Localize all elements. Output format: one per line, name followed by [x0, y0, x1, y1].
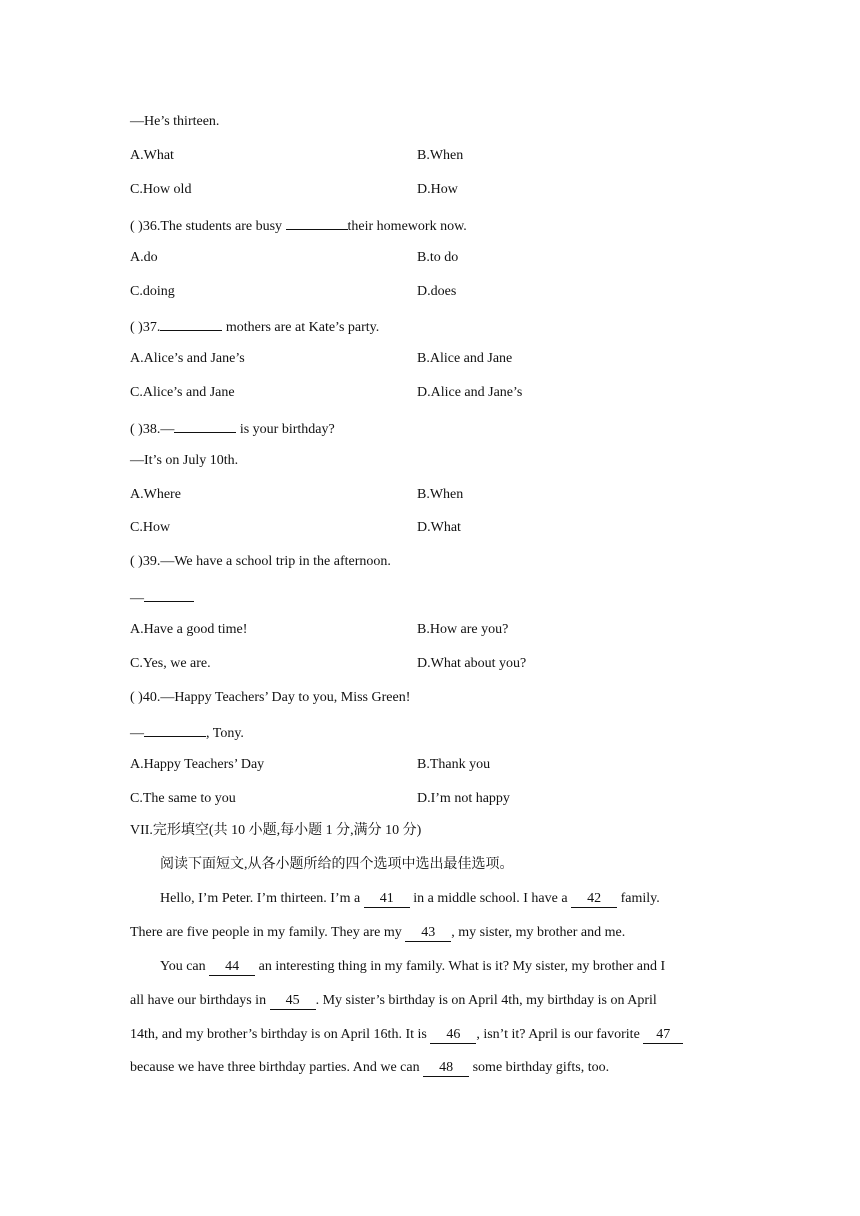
blank-45: 45 — [270, 993, 316, 1010]
q36-stem-end: their homework now. — [347, 219, 467, 234]
q38-stem-start: ( )38.— — [130, 422, 175, 437]
q40-option-c: C.The same to you — [130, 791, 236, 806]
passage-line-4 — [130, 992, 740, 1010]
q35-option-c: C.How old — [130, 182, 192, 197]
q38-blank — [174, 418, 236, 433]
q40-answer-end: , Tony. — [206, 726, 244, 741]
q39-dash: — — [130, 591, 144, 606]
passage-text: , my sister, my brother and me. — [451, 925, 626, 940]
q39-blank — [144, 587, 194, 602]
blank-48: 48 — [423, 1060, 469, 1077]
q39-option-c: C.Yes, we are. — [130, 656, 211, 671]
q35-answer-line: —He’s thirteen. — [130, 114, 220, 129]
q38-stem-end: is your birthday? — [236, 422, 335, 437]
q36-option-b: B.to do — [417, 250, 459, 265]
passage-text: because we have three birthday parties. And we can — [130, 1060, 424, 1075]
blank-46: 46 — [430, 1027, 476, 1044]
q36-option-a: A.do — [130, 250, 158, 265]
blank-44: 44 — [209, 959, 255, 976]
passage-line-6 — [130, 1059, 740, 1077]
q37-option-d: D.Alice and Jane’s — [417, 385, 523, 400]
q35-option-d: D.How — [417, 182, 458, 197]
passage-text: There are five people in my family. They are my — [130, 925, 406, 940]
q36-stem — [130, 215, 467, 236]
passage-text: . My sister’s birthday is on April 4th, my birthday is on April — [315, 993, 657, 1008]
q39-stem: ( )39.—We have a school trip in the afternoon. — [130, 554, 391, 569]
q38-option-d: D.What — [417, 520, 461, 535]
q35-option-a: A.What — [130, 148, 174, 163]
q40-stem: ( )40.—Happy Teachers’ Day to you, Miss Green! — [130, 690, 411, 705]
blank-41: 41 — [364, 891, 410, 908]
passage-text: , isn’t it? April is our favorite — [476, 1027, 644, 1042]
passage-line-1 — [160, 890, 770, 908]
q40-option-b: B.Thank you — [417, 757, 491, 772]
q37-blank — [160, 316, 222, 331]
passage-text: an interesting thing in my family. What is it? My sister, my brother and I — [255, 959, 666, 974]
passage-text: Hello, I’m Peter. I’m thirteen. I’m a — [160, 891, 364, 906]
q40-option-d: D.I’m not happy — [417, 791, 510, 806]
q38-stem — [130, 418, 335, 439]
q40-dash: — — [130, 726, 144, 741]
blank-47: 47 — [643, 1027, 683, 1044]
section-heading: VII.完形填空(共 10 小题,每小题 1 分,满分 10 分) — [130, 823, 422, 838]
q37-stem-end: mothers are at Kate’s party. — [222, 320, 380, 335]
q37-stem-start: ( )37. — [130, 320, 161, 335]
passage-line-5 — [130, 1026, 740, 1044]
q39-option-b: B.How are you? — [417, 622, 509, 637]
q40-answer-line — [130, 722, 244, 743]
passage-line-2 — [130, 924, 740, 942]
blank-43: 43 — [405, 925, 451, 942]
passage-text: You can — [160, 959, 210, 974]
q38-option-c: C.How — [130, 520, 171, 535]
q36-option-c: C.doing — [130, 284, 175, 299]
q36-blank — [286, 215, 348, 230]
q40-blank — [144, 722, 206, 737]
q38-answer-line: —It’s on July 10th. — [130, 453, 239, 468]
passage-text: some birthday gifts, too. — [469, 1060, 610, 1075]
q39-answer-line — [130, 587, 194, 608]
blank-42: 42 — [571, 891, 617, 908]
passage-text: in a middle school. I have a — [409, 891, 572, 906]
passage-text: all have our birthdays in — [130, 993, 270, 1008]
q39-option-a: A.Have a good time! — [130, 622, 248, 637]
passage-text: family. — [617, 891, 660, 906]
q37-stem — [130, 316, 379, 337]
q38-option-a: A.Where — [130, 487, 181, 502]
passage-line-3 — [160, 958, 770, 976]
passage-text: 14th, and my brother’s birthday is on April 16th. It is — [130, 1027, 431, 1042]
q37-option-b: B.Alice and Jane — [417, 351, 513, 366]
q37-option-c: C.Alice’s and Jane — [130, 385, 235, 400]
q40-option-a: A.Happy Teachers’ Day — [130, 757, 265, 772]
section-instruction: 阅读下面短文,从各小题所给的四个选项中选出最佳选项。 — [160, 857, 514, 872]
q37-option-a: A.Alice’s and Jane’s — [130, 351, 245, 366]
q39-option-d: D.What about you? — [417, 656, 527, 671]
q36-stem-start: ( )36.The students are busy — [130, 219, 286, 234]
q36-option-d: D.does — [417, 284, 457, 299]
q35-option-b: B.When — [417, 148, 464, 163]
q38-option-b: B.When — [417, 487, 464, 502]
